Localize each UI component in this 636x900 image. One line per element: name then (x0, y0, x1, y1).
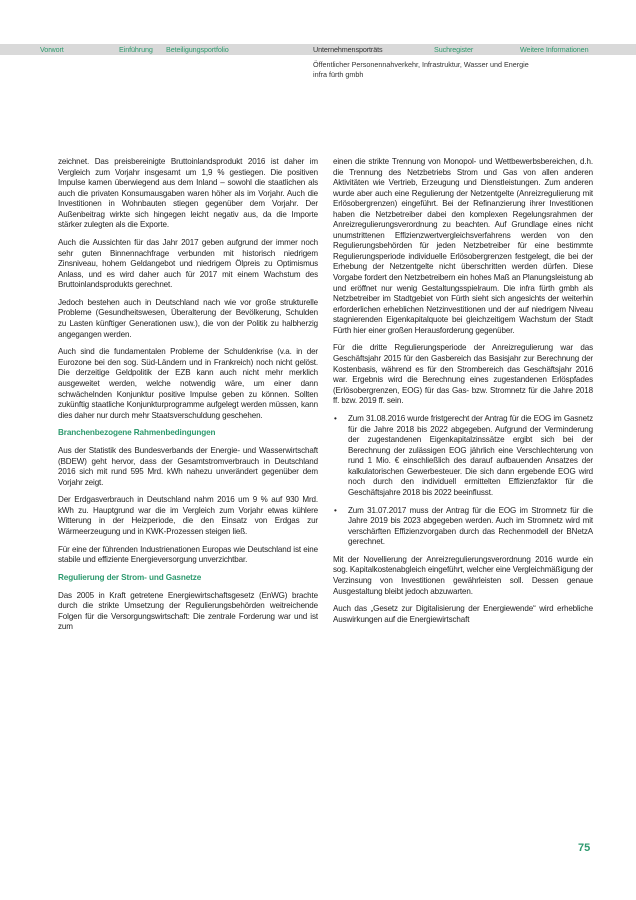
paragraph: einen die strikte Trennung von Monopol- und Wettbewerbsbereichen, d.h. die Trennung des Netzbetriebs Strom und Gas von allen anderen Aktivitäten wie Vertrieb, Erzeugung und Dienstleistungen. Zum anderen wurde aber auch eine Regulierung der Netzentgelte (Anreizregulierung mit Erlösobergrenzen) eingeführt. Bei der Refinanzierung ihrer Investitionen haben die Netzbetreiber dabei den komplexen Regelungsrahmen der Anreizregulierungsverordnung zu beachten. Auf Grundlage eines nicht unumstrittenen Effizienzwertvergleichsverfahrens werden von den Regulierungsbehörden für jeden Netzbetreiber für eine bestimmte Regulierungsperiode individuelle Erlösobergrenzen festgelegt, die bei der Erhebung der Netzentgelte nicht überschritten werden dürfen. Diese Vorgabe fordert den Netzbetreibern ein hohes Maß an Planungsleistung ab und eröffnet nur wenig Gestaltungsspielraum. Die infra fürth gmbh als Netzbetreiber im Stadtgebiet von Fürth sieht sich angesichts der weiterhin erforderlichen erheblichen Netzinvestitionen und der auf niedrigem Niveau stagnierenden Eigenkapitalquote bei gleichzeitigem Wachstum der Stadt Fürth hier einer großen Herausforderung gegenüber. (333, 157, 593, 335)
nav-item-weitere-informationen[interactable]: Weitere Informationen (520, 45, 589, 54)
section-heading: Branchenbezogene Rahmenbedingungen (58, 428, 216, 438)
section-heading: Regulierung der Strom- und Gasnetze (58, 573, 202, 583)
paragraph: Jedoch bestehen auch in Deutschland nach wie vor große strukturelle Probleme (Gesundheitswesen, Überalterung der Bevölkerung, Schulden zu Lasten künftiger Generationen usw.), die von der Politik zu halbherzig angegangen werden. (58, 297, 318, 339)
list-item (333, 414, 593, 498)
nav-item-einfuehrung[interactable]: Einführung (119, 45, 153, 54)
paragraph: Der Erdgasverbrauch in Deutschland nahm 2016 um 9 % auf 930 Mrd. kWh zu. Hauptgrund war die im Vergleich zum Vorjahr etwas kühlere Witterung in der Heizperiode, die den Einsatz von Erdgas zur Wärmeerzeugung und in KWK-Prozessen steigen ließ. (58, 495, 318, 537)
paragraph: Das 2005 in Kraft getretene Energiewirtschaftsgesetz (EnWG) brachte durch die strikte Umsetzung der Regulierungsbehörden weitreichende Folgen für die Versorgungswirtschaft: Die zentrale Forderung war und ist zum (58, 590, 318, 632)
nav-item-vorwort[interactable]: Vorwort (40, 45, 64, 54)
paragraph: Auch das „Gesetz zur Digitalisierung der Energiewende“ wird erhebliche Auswirkungen auf die Energiewirtschaft (333, 604, 593, 624)
paragraph: Auch die Aussichten für das Jahr 2017 geben aufgrund der immer noch sehr guten Binnennachfrage verbunden mit historisch niedrigem Zinsniveau, hohem Geldangebot und niedrigem Ölpreis zu Optimismus Anlass, und es wird daher auch für 2017 mit einem Wachstum des Bruttoinlandsprodukts gerechnet. (58, 238, 318, 290)
category-label: Öffentlicher Personennahverkehr, Infrastruktur, Wasser und Energie (313, 60, 529, 69)
paragraph: Für die dritte Regulierungsperiode der Anreizregulierung war das Geschäftsjahr 2015 für den Gasbereich das Basisjahr zur Berechnung der Kostenbasis, während es für den Strombereich das Geschäftsjahr 2016 war. Ergebnis wird die Berechnung eines zugestandenen Erlöspfades (Erlösobergrenzen, EOG) für das Gas- bzw. Stromnetz für die Jahre 2018 ff. bzw. 2019 ff. sein. (333, 343, 593, 406)
company-label: infra fürth gmbh (313, 70, 364, 79)
bullet-icon: • (334, 413, 337, 423)
list-item (333, 506, 593, 548)
section-breadcrumb (313, 60, 529, 80)
list-item-text: Zum 31.07.2017 muss der Antrag für die EOG im Stromnetz für die Jahre 2019 bis 2023 abgegeben werden. Auch im Stromnetz wird mit verschärften Effizienzvorgaben durch das Rechenmodell der BNetzA gerechnet. (348, 505, 593, 547)
paragraph: zeichnet. Das preisbereinigte Bruttoinlandsprodukt 2016 ist daher im Vergleich zum Vorjahr insgesamt um 1,9 % gestiegen. Die positiven Impulse kamen überwiegend aus dem Inland – sowohl die staatlichen als auch die privaten Konsumausgaben waren höher als im Vorjahr. Auch die Investitionen in Wohnbauten stiegen gegenüber dem Vorjahr. Der Außenbeitrag wirkte sich hingegen leicht negativ aus, da die Importe stärker zulegten als die Exporte. (58, 157, 318, 230)
right-text-column (333, 157, 593, 633)
nav-item-unternehmensportraets[interactable]: Unternehmensporträts (313, 45, 383, 54)
bullet-list (333, 414, 593, 548)
nav-item-beteiligungsportfolio[interactable]: Beteiligungsportfolio (166, 45, 229, 54)
paragraph: Aus der Statistik des Bundesverbands der Energie- und Wasserwirtschaft (BDEW) geht hervor, dass der Gesamtstromverbrauch in Deutschland 2016 sich mit rund 595 Mrd. kWh nahezu unverändert gegenüber dem Vorjahr zeigt. (58, 446, 318, 487)
page-number: 75 (578, 842, 591, 854)
list-item-text: Zum 31.08.2016 wurde fristgerecht der Antrag für die EOG im Gasnetz für die Jahre 2018 bis 2022 abgegeben. Aufgrund der Verminderung der zugestandenen Eigenkapitalzinssätze ergibt sich bei der Berechnung der zulässigen EOG jährlich eine Verschlechterung von rund 1 Mio. € einschließlich des darauf aufbauenden Ansatzes der kalkulatorischen Gewerbesteuer. Die sich dann ergebende EOG wird noch durch den individuell ermittelten Effizienzfaktor für die Geschäftsjahre 2018 bis 2022 beeinflusst. (348, 413, 593, 497)
left-text-column (58, 157, 318, 640)
paragraph: Für eine der führenden Industrienationen Europas wie Deutschland ist eine stabile und effiziente Energieversorgung unverzichtbar. (58, 544, 318, 565)
paragraph: Mit der Novellierung der Anreizregulierungsverordnung 2016 wurde ein sog. Kapitalkostenabgleich eingeführt, welcher eine Vergleichmäßigung der Verzinsung von Investitionen gewährleisten soll. Dessen genaue Ausgestaltung bleibt jedoch abzuwarten. (333, 554, 593, 596)
bullet-icon: • (334, 505, 337, 515)
top-navigation-bar (0, 44, 636, 55)
paragraph: Auch sind die fundamentalen Probleme der Schuldenkrise (v.a. in der Eurozone bei den sog. Süd-Ländern und in Frankreich) noch nicht gelöst. Die derzeitige Geldpolitik der EZB kann auch nicht mehr merklich ausgeweitet werden, welche notwendig wäre, um einer dann schwächelnden Konjunktur positive Impulse geben zu können. Sollten zukünftig staatliche Konjunkturprogramme aufgelegt werden müssen, kann dies daher nur durch mehr Staatsverschuldung geschehen. (58, 347, 318, 420)
nav-item-suchregister[interactable]: Suchregister (434, 45, 474, 54)
